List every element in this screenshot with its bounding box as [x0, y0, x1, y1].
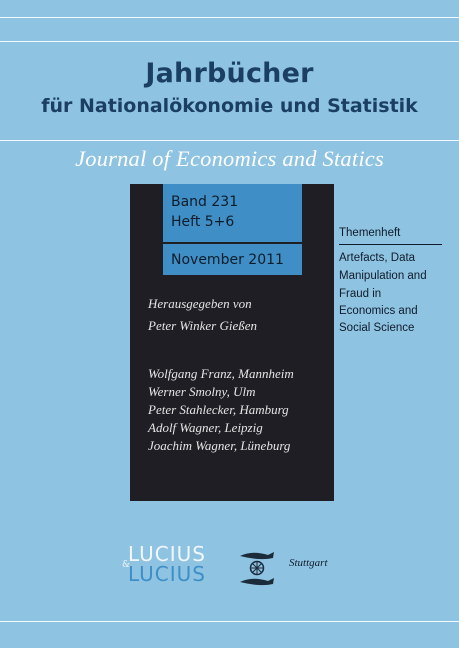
- theme-title-line: Artefacts, Data: [339, 252, 416, 264]
- journal-title-english: Journal of Economics and Statics: [75, 146, 384, 171]
- theme-title-line: Economics and: [339, 305, 418, 317]
- theme-label: Themenheft: [339, 227, 401, 239]
- volume-number: Band 231: [171, 194, 239, 210]
- publisher-logo: [122, 542, 228, 588]
- logo-connector: &: [122, 560, 131, 570]
- editor-name: Wolfgang Franz, Mannheim: [148, 366, 294, 381]
- rule-bottom: [0, 621, 459, 622]
- rule-mid: [0, 41, 459, 42]
- volume-box: [163, 184, 302, 242]
- theme-title-line: Social Science: [339, 322, 415, 334]
- issue-number: Heft 5+6: [171, 214, 235, 230]
- journal-subtitle: für Nationalökonomie und Statistik: [41, 95, 418, 117]
- chief-editor: Peter Winker Gießen: [148, 318, 258, 333]
- theme-title-line: Manipulation and: [339, 270, 427, 282]
- rule-top: [0, 17, 459, 18]
- rule-title: [0, 140, 459, 141]
- fish-emblem-icon: [238, 549, 276, 587]
- editor-name: Werner Smolny, Ulm: [148, 384, 256, 399]
- issue-date: November 2011: [171, 252, 284, 268]
- logo-text-top: LUCIUS: [128, 542, 206, 566]
- publisher-city: Stuttgart: [289, 557, 328, 569]
- theme-title-line: Fraud in: [339, 288, 382, 300]
- editors-label: Herausgegeben von: [148, 296, 252, 311]
- journal-title: Jahrbücher: [145, 58, 314, 89]
- editor-name: Joachim Wagner, Lüneburg: [148, 438, 291, 453]
- editor-name: Peter Stahlecker, Hamburg: [148, 402, 289, 417]
- logo-text-bottom: LUCIUS: [128, 562, 206, 586]
- editor-name: Adolf Wagner, Leipzig: [148, 420, 263, 435]
- theme-divider: [339, 244, 442, 245]
